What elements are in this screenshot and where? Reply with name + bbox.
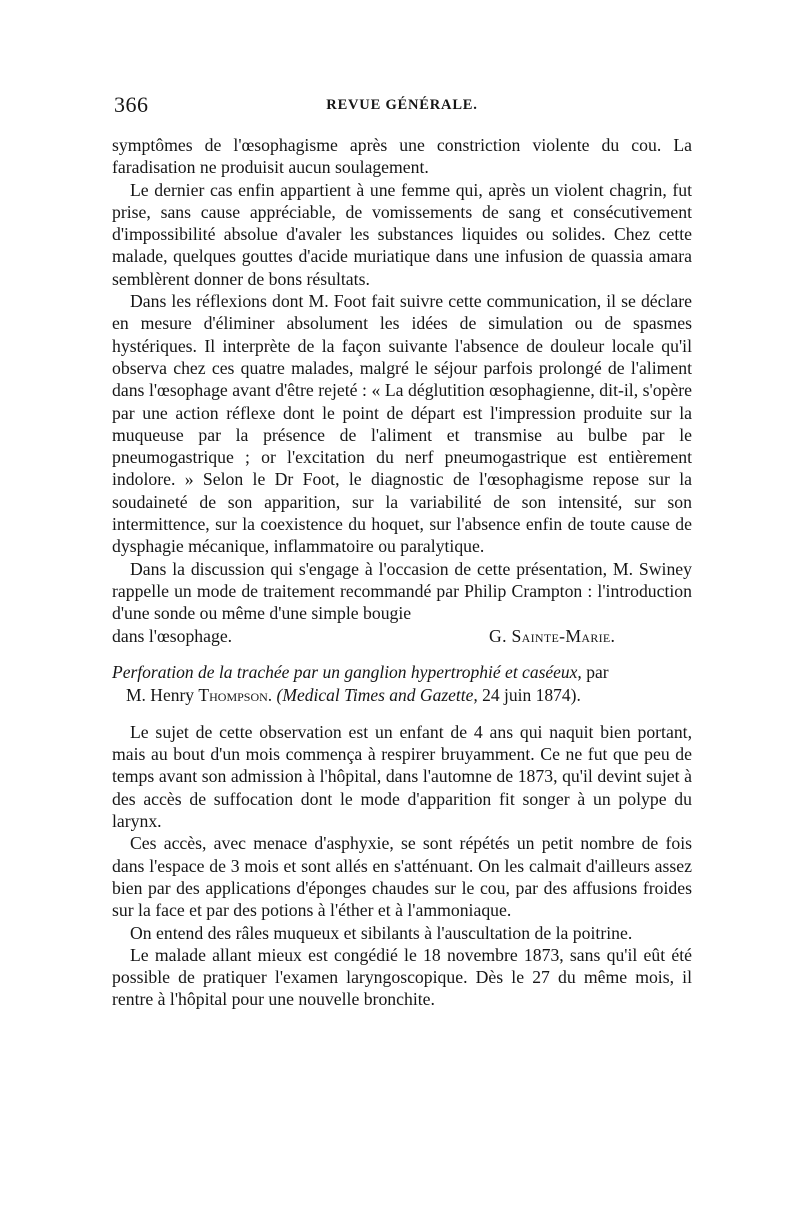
- article-heading: [112, 661, 692, 707]
- article-journal: (Medical Times and Gazette,: [276, 684, 478, 705]
- paragraph: Le dernier cas enfin appartient à une femme qui, après un violent chagrin, fut prise, sans cause appréciable, de vomissements de sang et consécutivement d'impossibilité absolue d'avaler les substances liquides ou solides. Chez cette malade, quelques gouttes d'acide muriatique dans une infusion de quassia amara semblèrent donner de bons résultats.: [112, 179, 692, 289]
- article-author-name: Thompson.: [198, 684, 273, 705]
- article-by: par: [586, 661, 609, 682]
- author-signature: G. Sainte-Marie.: [489, 625, 616, 646]
- body-text: [112, 134, 692, 1011]
- paragraph: Le sujet de cette observation est un enfant de 4 ans qui naquit bien portant, mais au bout d'un mois commença à respirer bruyamment. Ce ne fut que peu de temps avant son admission à l'hôpital, dans l'automne de 1873, qu'il devint sujet à des accès de suffocation dont le mode d'apparition fit songer à un polype du larynx.: [112, 721, 692, 832]
- running-title: REVUE GÉNÉRALE.: [326, 97, 478, 113]
- book-page: [112, 92, 692, 1011]
- article-title: Perforation de la trachée par un ganglion hypertrophié et caséeux,: [112, 661, 582, 682]
- paragraph: Dans les réflexions dont M. Foot fait suivre cette communication, il se déclare en mesure d'éliminer absolument les idées de simulation ou de spasmes hystériques. Il interprète de la façon suivante l'absence de douleur locale qu'il observa chez ces quatre malades, malgré le séjour parfois prolongé de l'aliment dans l'œsophage avant d'être rejeté : « La déglutition œsophagienne, dit-il, s'opère par une action réflexe dont le point de départ est l'impression produite sur la muqueuse par la présence de l'aliment et transmise au bulbe par le pneumogastrique ; or l'excitation du nerf pneumogastrique est entièrement indolore. » Selon le Dr Foot, le diagnostic de l'œsophagisme repose sur la soudaineté de son apparition, sur la variabilité de son intensité, sur son intermittence, sur la coexistence du hoquet, sur l'absence enfin de toute cause de dysphagie mécanique, inflammatoire ou paralytique.: [112, 291, 692, 557]
- paragraph: symptômes de l'œsophagisme après une constriction violente du cou. La faradisation ne produisit aucun soulagement.: [112, 135, 692, 178]
- article-author-prefix: M. Henry: [126, 684, 195, 705]
- paragraph: Ces accès, avec menace d'asphyxie, se sont répétés un petit nombre de fois dans l'espace de 3 mois et sont allés en s'atténuant. On les calmait d'ailleurs assez bien par des applications d'éponges chaudes sur le cou, par des affusions froides sur la face et par des potions à l'éther et à l'ammoniaque.: [112, 833, 692, 921]
- article-date: 24 juin 1874).: [482, 684, 581, 705]
- paragraph: On entend des râles muqueux et sibilants à l'auscultation de la poitrine.: [130, 922, 633, 943]
- running-head: [112, 92, 692, 126]
- paragraph-ending: dans l'œsophage.: [112, 625, 233, 646]
- paragraph: Dans la discussion qui s'engage à l'occasion de cette présentation, M. Swiney rappelle un mode de traitement recommandé par Philip Crampton : l'introduction d'une sonde ou même d'une simple bougie: [112, 558, 692, 624]
- page-number: 366: [114, 92, 149, 117]
- signature-line: [112, 625, 692, 647]
- paragraph: Le malade allant mieux est congédié le 18 novembre 1873, sans qu'il eût été possible de pratiquer l'examen laryngoscopique. Dès le 27 du même mois, il rentre à l'hôpital pour une nouvelle bronchite.: [112, 944, 692, 1010]
